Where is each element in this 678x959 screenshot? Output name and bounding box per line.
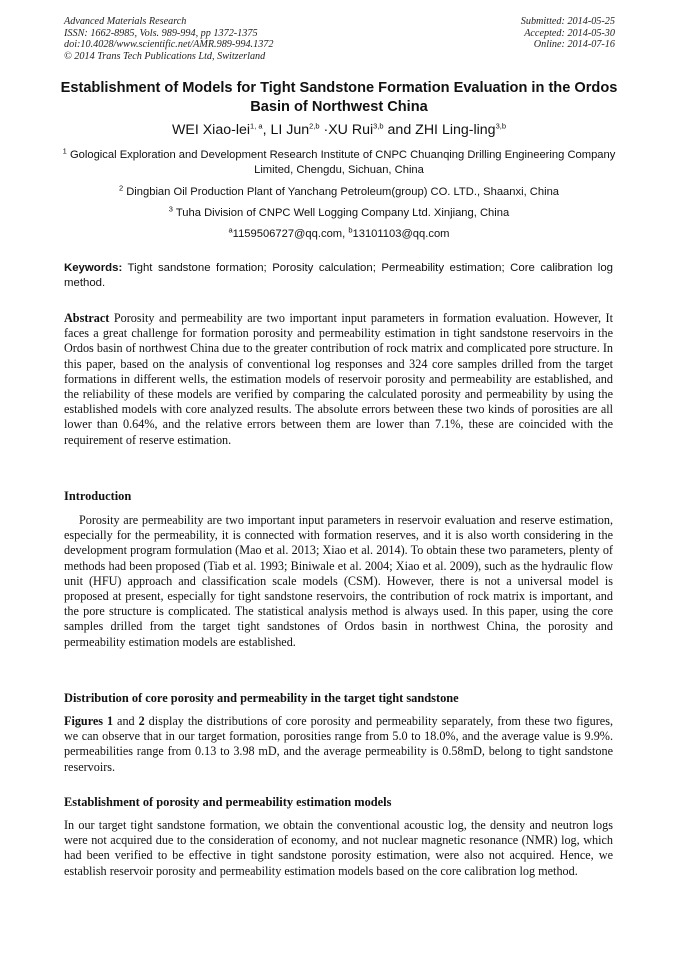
author-affiliation-mark: 3,b [373,121,384,131]
affiliation-mark: 1 [62,146,67,156]
author-name: WEI Xiao-lei [171,122,251,138]
distribution-paragraph [64,714,613,775]
online-date: Online: 2014-07-16 [533,39,615,51]
author-name: ·XU Rui [319,122,374,138]
author-affiliation-mark: 3,b [495,121,507,131]
contact-emails [60,227,618,242]
affiliation-text: Gological Exploration and Development Research Institute of CNPC Chuanqing Drilling Engineering Company Limited, Chengdu, Sichuan, China [66,149,616,176]
affiliation-mark: 3 [168,204,173,214]
journal-header-right [521,16,615,51]
email-mark: a [228,225,233,235]
email-mark: b [348,225,353,235]
keywords [64,261,613,291]
author-name: and ZHI Ling-ling [383,122,496,138]
figure-reference: Figures 1 [64,714,114,728]
abstract-text: Porosity and permeability are two important input parameters in formation evaluation. However, It faces a great challenge for formation porosity and permeability estimation in tight sandstone reservoirs in the Ordos basin of northwest China due to the greater contribution of rock matrix and complicated pore structure. In this paper, based on the analysis of conventional log responses and 324 core samples drilled from the target formations in different wells, the estimation models of reservoir porosity and permeability are established, and the reliability of these models are verified by comparing the calculated porosity and permeability by using the established models with core analyzed results. The absolute errors between these two kinds of porosities are all lower than 0.64%, and the relative errors between them are lower than 7.1%, these are coincided with the requirement of reserve estimation. [64,311,613,447]
journal-header-left [64,16,273,62]
section-heading-introduction: Introduction [64,489,132,503]
issn-line: ISSN: 1662-8985, Vols. 989-994, pp 1372-1375 [64,27,258,39]
affiliation-text: Tuha Division of CNPC Well Logging Company Ltd. Xinjiang, China [172,207,510,219]
figure-reference: 2 [138,714,145,728]
accepted-date: Accepted: 2014-05-30 [524,27,615,39]
introduction-paragraph: Porosity are permeability are two important input parameters in reservoir evaluation and reserve estimation, especially for the permeability, it is connected with formation reserves, and it is also worth considering in the development program formulation (Mao et al. 2013; Xiao et al. 2014). To obtain these two parameters, plenty of methods had been proposed (Tiab et al. 1993; Biniwale et al. 2004; Xiao et al. 2009), such as the hydraulic flow unit (HFU) approach and classification scale models (CSM). However, there is not a universal model is proposed at present, especially for tight sandstone reservoirs, the contribution of rock matrix is important, and the pore structure is complicated. The statistical analysis method is always used. In this paper, using the core samples drilled from the target tight sandstones of Ordos basin in northwest China, the porosity and permeability estimation models are established. [64,513,613,649]
author-affiliation-mark: 2,b [309,121,320,131]
submitted-date: Submitted: 2014-05-25 [520,16,615,27]
affiliation-2 [60,185,618,200]
paragraph-text: and [113,714,139,728]
affiliation-3 [60,206,618,221]
keywords-text: Tight sandstone formation; Porosity calculation; Permeability estimation; Core calibration log method. [64,262,613,289]
abstract [64,311,613,448]
abstract-label: Abstract [64,311,110,325]
author-name: , LI Jun [262,122,310,138]
section-heading-models: Establishment of porosity and permeability estimation models [64,795,392,809]
email-address: 13101103@qq.com [352,228,450,240]
models-paragraph: In our target tight sandstone formation, we obtain the conventional acoustic log, the density and neutron logs were not acquired due to the consideration of economy, and not nuclear magnetic resonance (NMR) log, which had been verified to be effective in tight sandstone porosity estimation, were also not acquired. Hence, we establish reservoir porosity and permeability estimation models based on the core calibration log method. [64,818,613,878]
doi-line: doi:10.4028/www.scientific.net/AMR.989-994.1372 [64,39,274,51]
author-list [60,122,618,139]
keywords-label: Keywords: [64,262,123,274]
affiliation-1 [60,148,618,178]
paper-title: Establishment of Models for Tight Sandstone Formation Evaluation in the Ordos Basin of Northwest China [60,80,618,115]
email-address: 1159506727@qq.com, [232,228,349,240]
section-heading-distribution: Distribution of core porosity and permeability in the target tight sandstone [64,691,459,705]
copyright-line: © 2014 Trans Tech Publications Ltd, Switzerland [64,50,266,62]
affiliation-mark: 2 [118,183,124,193]
affiliation-text: Dingbian Oil Production Plant of Yanchang Petroleum(group) CO. LTD., Shaanxi, China [123,186,560,198]
author-affiliation-mark: 1, a [250,121,263,131]
paragraph-text: display the distributions of core porosity and permeability separately, from these two figures, we can observe that in our target formation, porosities range from 5.0 to 18.0%, and the average value is 9.9%. permeabilities range from 0.13 to 3.98 mD, and the average permeability is 0.58mD, belong to tight sandstone reservoirs. [64,714,613,774]
journal-name: Advanced Materials Research [64,16,187,27]
